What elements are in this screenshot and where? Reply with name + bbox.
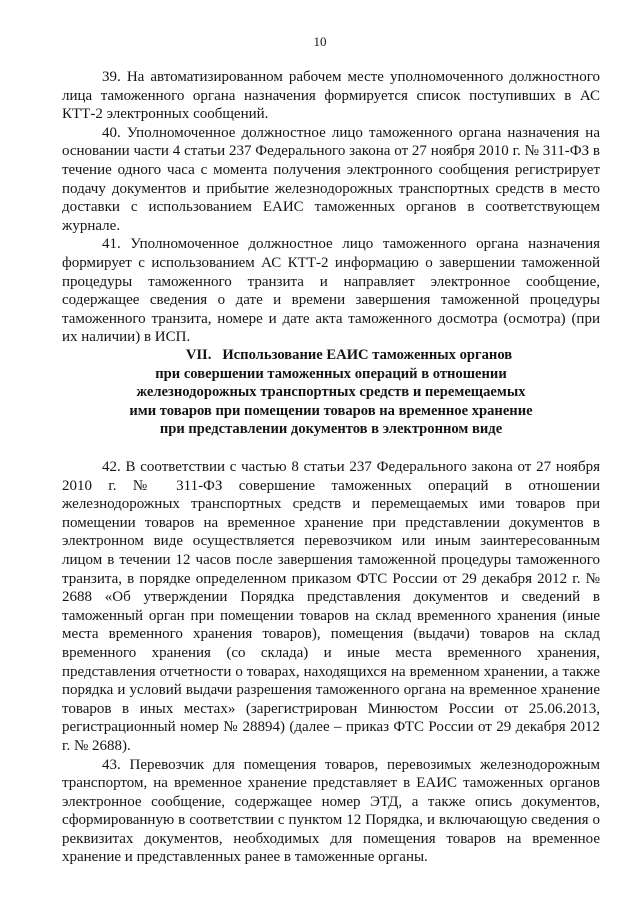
- section-heading-line: при совершении таможенных операций в отношении: [155, 365, 507, 382]
- page-number: 10: [313, 34, 327, 49]
- paragraph-43: 43. Перевозчик для помещения товаров, перевозимых железнодорожным транспортом, на временное хранение представляет в ЕАИС таможенных органов электронное сообщение, содержащее номер ЭТД, а также опись документов, сформированную в соответствии с пунктом 12 Порядка, и включающую сведения о реквизитах документов, необходимых для помещения товаров на временное хранение и представленных ранее в таможенные органы.: [62, 756, 600, 866]
- text-block-top: [62, 68, 600, 347]
- section-heading-line: при представлении документов в электронном виде: [159, 421, 503, 438]
- section-heading: [62, 346, 600, 439]
- paragraph-42: 42. В соответствии с частью 8 статьи 237 Федерального закона от 27 ноября 2010 г. № 311-ФЗ совершение таможенных операций в отношении железнодорожных транспортных средств и перемещаемых ими товаров при помещении товаров на временное хранение при представлении документов в электронном виде осуществляется перевозчиком или иным заинтересованным лицом в течении 12 часов после завершения таможенной процедуры таможенного транзита, в порядке определенном приказом ФТС России от 29 декабря 2012 г. № 2688 «Об утверждении Порядка представления документов и сведений в таможенный орган при помещении товаров на склад временного хранения (иные места временного хранения товаров), помещения (выдачи) товаров на склад временного хранения (со склада) и иные места временного хранения, представления отчетности о товарах, находящихся на временном хранении, а также порядка и условий выдачи разрешения таможенного органа на временное хранение товаров в иных местах» (зарегистрирован Минюстом России от 25.06.2013, регистрационный номер № 28894) (далее – приказ ФТС России от 29 декабря 2012 г. № 2688).: [62, 459, 600, 754]
- paragraph-39: 39. На автоматизированном рабочем месте уполномоченного должностного лица таможенного органа назначения формируется список поступивших в АС КТТ-2 электронных сообщений.: [62, 69, 600, 123]
- text-block-bottom: [62, 458, 600, 867]
- section-heading-line: ими товаров при помещении товаров на временное хранение: [129, 402, 533, 419]
- section-heading-line: VII. Использование ЕАИС таможенных органов: [185, 347, 513, 363]
- section-heading-line: железнодорожных транспортных средств и перемещаемых: [136, 384, 526, 401]
- paragraph-41: 41. Уполномоченное должностное лицо таможенного органа назначения формирует с использованием АС КТТ-2 информацию о завершении таможенной процедуры таможенного транзита и направляет электронное сообщение, содержащее сведения о дате и времени завершения таможенной процедуры таможенного транзита, номере и дате акта таможенного досмотра (осмотра) (при их наличии) в ИСП.: [62, 236, 600, 346]
- paragraph-40: 40. Уполномоченное должностное лицо таможенного органа назначения на основании части 4 статьи 237 Федерального закона от 27 ноября 2010 г. № 311-ФЗ в течение одного часа с момента получения электронного сообщения регистрирует подачу документов и прибытие железнодорожных транспортных средств в место доставки с использованием ЕАИС таможенных органов в соответствующем журнале.: [62, 124, 600, 234]
